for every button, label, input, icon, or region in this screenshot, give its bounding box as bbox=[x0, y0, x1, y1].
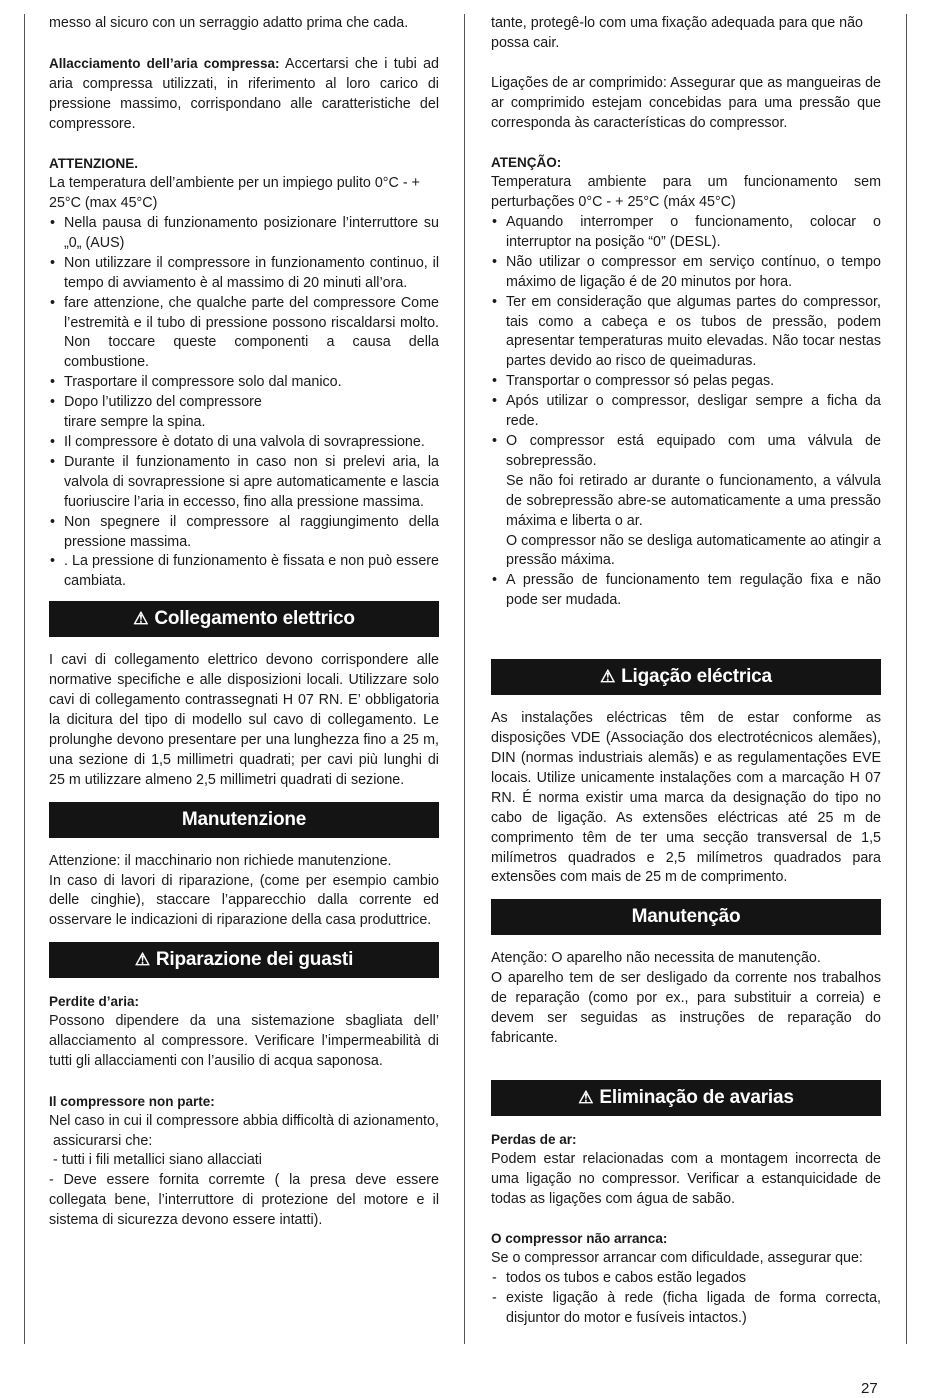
no-start-list bbox=[491, 1269, 881, 1329]
section-title: Manutenzione bbox=[181, 808, 307, 830]
air-connection-paragraph: Ligações de ar comprimido: Assegurar que as mangueiras de ar comprimido estejam concebidas para uma pressão que corresponda às características do compressor. bbox=[491, 74, 881, 131]
section-title: Manutenção bbox=[631, 906, 741, 928]
left-margin-rule bbox=[24, 14, 25, 1344]
list-item: - existe ligação à rede (ficha ligada de forma correcta, disjuntor do motor e fusíveis intactos.) bbox=[491, 1289, 881, 1329]
section-title: Collegamento elettrico bbox=[154, 608, 355, 630]
section-bar-maintenance bbox=[491, 899, 881, 935]
maintenance-note: Attenzione: il macchinario non richiede manutenzione. bbox=[49, 852, 392, 869]
attention-temperature: Temperatura ambiente para um funcionamento sem perturbações 0°C - + 25°C (máx 45°C) bbox=[491, 174, 881, 211]
list-item: • Durante il funzionamento in caso non si prelevi aria, la valvola di sovrapressione si apre automaticamente e lascia fuoriuscire l’aria in eccesso, fino alla pressione massima. bbox=[49, 453, 439, 513]
attention-heading: ATTENZIONE. bbox=[49, 156, 138, 172]
list-item: • Il compressore è dotato di una valvola di sovrapressione. bbox=[49, 433, 439, 453]
no-start-paragraph: Se o compressor arrancar com dificuldade, assegurar que: bbox=[491, 1250, 863, 1267]
portuguese-column bbox=[491, 14, 881, 1329]
warning-triangle-icon: ⚠ bbox=[134, 950, 150, 970]
electrical-paragraph: As instalações eléctricas têm de estar conforme as disposições VDE (Associação dos electrotécnicos alemães), DIN (normas industriais alemãs) e as regulamentações EVE locais. Utilize unicamente instalações com a marcação H 07 RN. É norma existir uma marca da designação do tipo no cabo de ligação. As extensões eléctricas até 25 m de comprimento têm de ter uma secção transversal de 1,5 milímetros quadrados e 2,5 milímetros quadrados para extensões com mais de 25 m de comprimento. bbox=[491, 710, 881, 886]
air-leak-paragraph: Podem estar relacionadas com a montagem incorrecta de uma ligação no compressor. Verificar a estanquicidade de todas as ligações com água de sabão. bbox=[491, 1150, 881, 1207]
attention-list bbox=[491, 213, 881, 472]
attention-list-end bbox=[491, 571, 881, 611]
section-bar-electrical bbox=[491, 659, 881, 695]
air-connection-paragraph bbox=[49, 54, 439, 135]
section-bar-troubleshooting bbox=[49, 942, 439, 978]
attention-list bbox=[49, 214, 439, 592]
list-item: • Ter em consideração que algumas partes do compressor, tais como a cabeça e os tubos de pressão, podem apresentar temperaturas muito elevadas. Não tocar nestas partes devido ao risco de queimaduras. bbox=[491, 293, 881, 373]
intro-line: tante, protegê-lo com uma fixação adequada para que não possa cair. bbox=[491, 15, 863, 51]
intro-line: messo al sicuro con un serraggio adatto prima che cada. bbox=[49, 15, 409, 31]
section-title: Ligação eléctrica bbox=[621, 666, 772, 688]
list-item: • Non spegnere il compressore al raggiungimento della pressione massima. bbox=[49, 513, 439, 553]
italian-column bbox=[49, 14, 439, 1231]
list-item: • O compressor está equipado com uma válvula de sobrepressão. bbox=[491, 432, 881, 472]
list-item: • Nella pausa di funzionamento posizionare l’interruttore su „0„ (AUS) bbox=[49, 214, 439, 254]
air-connection-label: Allacciamento dell’aria compressa: bbox=[49, 55, 280, 71]
air-leak-paragraph: Possono dipendere da una sistemazione sbagliata dell’ allacciamento al compressore. Verificare l’impermeabilità di tutti gli allacciamenti con l’ausilio di acqua saponosa. bbox=[49, 1013, 439, 1069]
page-number: 27 bbox=[861, 1380, 878, 1397]
warning-triangle-icon: ⚠ bbox=[600, 667, 616, 687]
air-leak-heading: Perdas de ar: bbox=[491, 1131, 577, 1147]
section-title: Eliminação de avarias bbox=[599, 1086, 794, 1108]
list-item: • Não utilizar o compressor em serviço contínuo, o tempo máximo de ligação é de 20 minutos por hora. bbox=[491, 253, 881, 293]
warning-triangle-icon: ⚠ bbox=[578, 1087, 594, 1107]
right-margin-rule bbox=[906, 14, 907, 1344]
ensure-line: assicurarsi che: bbox=[49, 1132, 153, 1149]
valve-paragraph: Se não foi retirado ar durante o funcionamento, a válvula de sobrepressão abre-se automaticamente a uma pressão máxima e liberta o ar. bbox=[506, 472, 881, 529]
section-bar-electrical bbox=[49, 601, 439, 637]
air-leak-heading: Perdite d’aria: bbox=[49, 994, 140, 1010]
section-bar-maintenance bbox=[49, 802, 439, 838]
list-item: - todos os tubos e cabos estão legados bbox=[491, 1269, 881, 1289]
attention-temperature: La temperatura dell’ambiente per un impiego pulito 0°C - + 25°C (max 45°C) bbox=[49, 175, 420, 212]
no-start-heading: O compressor não arranca: bbox=[491, 1231, 668, 1247]
list-item: • Trasportare il compressore solo dal manico. bbox=[49, 373, 439, 393]
list-item: • Transportar o compressor só pelas pegas. bbox=[491, 372, 881, 392]
maintenance-note: Atenção: O aparelho não necessita de manutenção. bbox=[491, 950, 821, 967]
list-item: • Aquando interromper o funcionamento, colocar o interruptor na posição “0” (DESL). bbox=[491, 213, 881, 253]
list-item: • Dopo l’utilizzo del compressore tirare sempre la spina. bbox=[49, 393, 439, 433]
list-item: • . La pressione di funzionamento è fissata e non può essere cambiata. bbox=[49, 552, 439, 592]
list-item: • fare attenzione, che qualche parte del compressore Come l’estremità e il tubo di pressione possono riscaldarsi molto. Non toccare queste componenti a causa della combustione. bbox=[49, 294, 439, 374]
attention-heading: ATENÇÃO: bbox=[491, 155, 562, 171]
maintenance-paragraph: O aparelho tem de ser desligado da corrente nos trabalhos de reparação (como por ex., para substituir a correia) e devem ser seguidas as instruções de reparação do fabricante. bbox=[491, 970, 881, 1046]
no-start-paragraph: Nel caso in cui il compressore abbia difficoltà di azionamento, bbox=[49, 1112, 439, 1129]
dash-item: - Deve essere fornita corremte ( la presa deve essere collegata bene, l’interruttore di protezione del motore e il sistema di sicurezza devono essere intatti). bbox=[49, 1172, 439, 1229]
list-item: • Após utilizar o compressor, desligar sempre a ficha da rede. bbox=[491, 392, 881, 432]
list-item: • A pressão de funcionamento tem regulação fixa e não pode ser mudada. bbox=[491, 571, 881, 611]
electrical-paragraph: I cavi di collegamento elettrico devono corrispondere alle normative specifiche e alle disposizioni locali. Utilizzare solo cavi di collegamento contrassegnati H 07 RN. E’ obbligatoria la dicitura del tipo di modello sul cavo di collegamento. Le prolunghe devono presentare per una lunghezza fino a 25 m, una sezione di 1,5 millimetri quadrati; per cavi più lunghi di 25 m utilizzare almeno 2,5 millimetri quadrati di sezione. bbox=[49, 652, 439, 788]
column-divider bbox=[464, 14, 465, 1344]
section-title: Riparazione dei guasti bbox=[155, 949, 354, 971]
air-connection-text: Accertarsi che i tubi ad aria compressa utilizzati, in riferimento al loro carico di pressione massimo, corrispondano alle caratteristiche del compressore. bbox=[49, 55, 439, 132]
no-start-heading: Il compressore non parte: bbox=[49, 1093, 215, 1109]
section-bar-troubleshooting bbox=[491, 1080, 881, 1116]
list-item: • Non utilizzare il compressore in funzionamento continuo, il tempo di avviamento è al massimo di 20 minuti all’ora. bbox=[49, 254, 439, 294]
valve-paragraph: O compressor não se desliga automaticamente ao atingir a pressão máxima. bbox=[506, 532, 881, 569]
maintenance-paragraph: In caso di lavori di riparazione, (come per esempio cambio delle cinghie), staccare l’apparecchio dalla corrente ed osservare le indicazioni di riparazione della casa produttrice. bbox=[49, 872, 439, 929]
warning-triangle-icon: ⚠ bbox=[133, 609, 149, 629]
dash-item: - tutti i fili metallici siano allacciati bbox=[49, 1152, 262, 1169]
